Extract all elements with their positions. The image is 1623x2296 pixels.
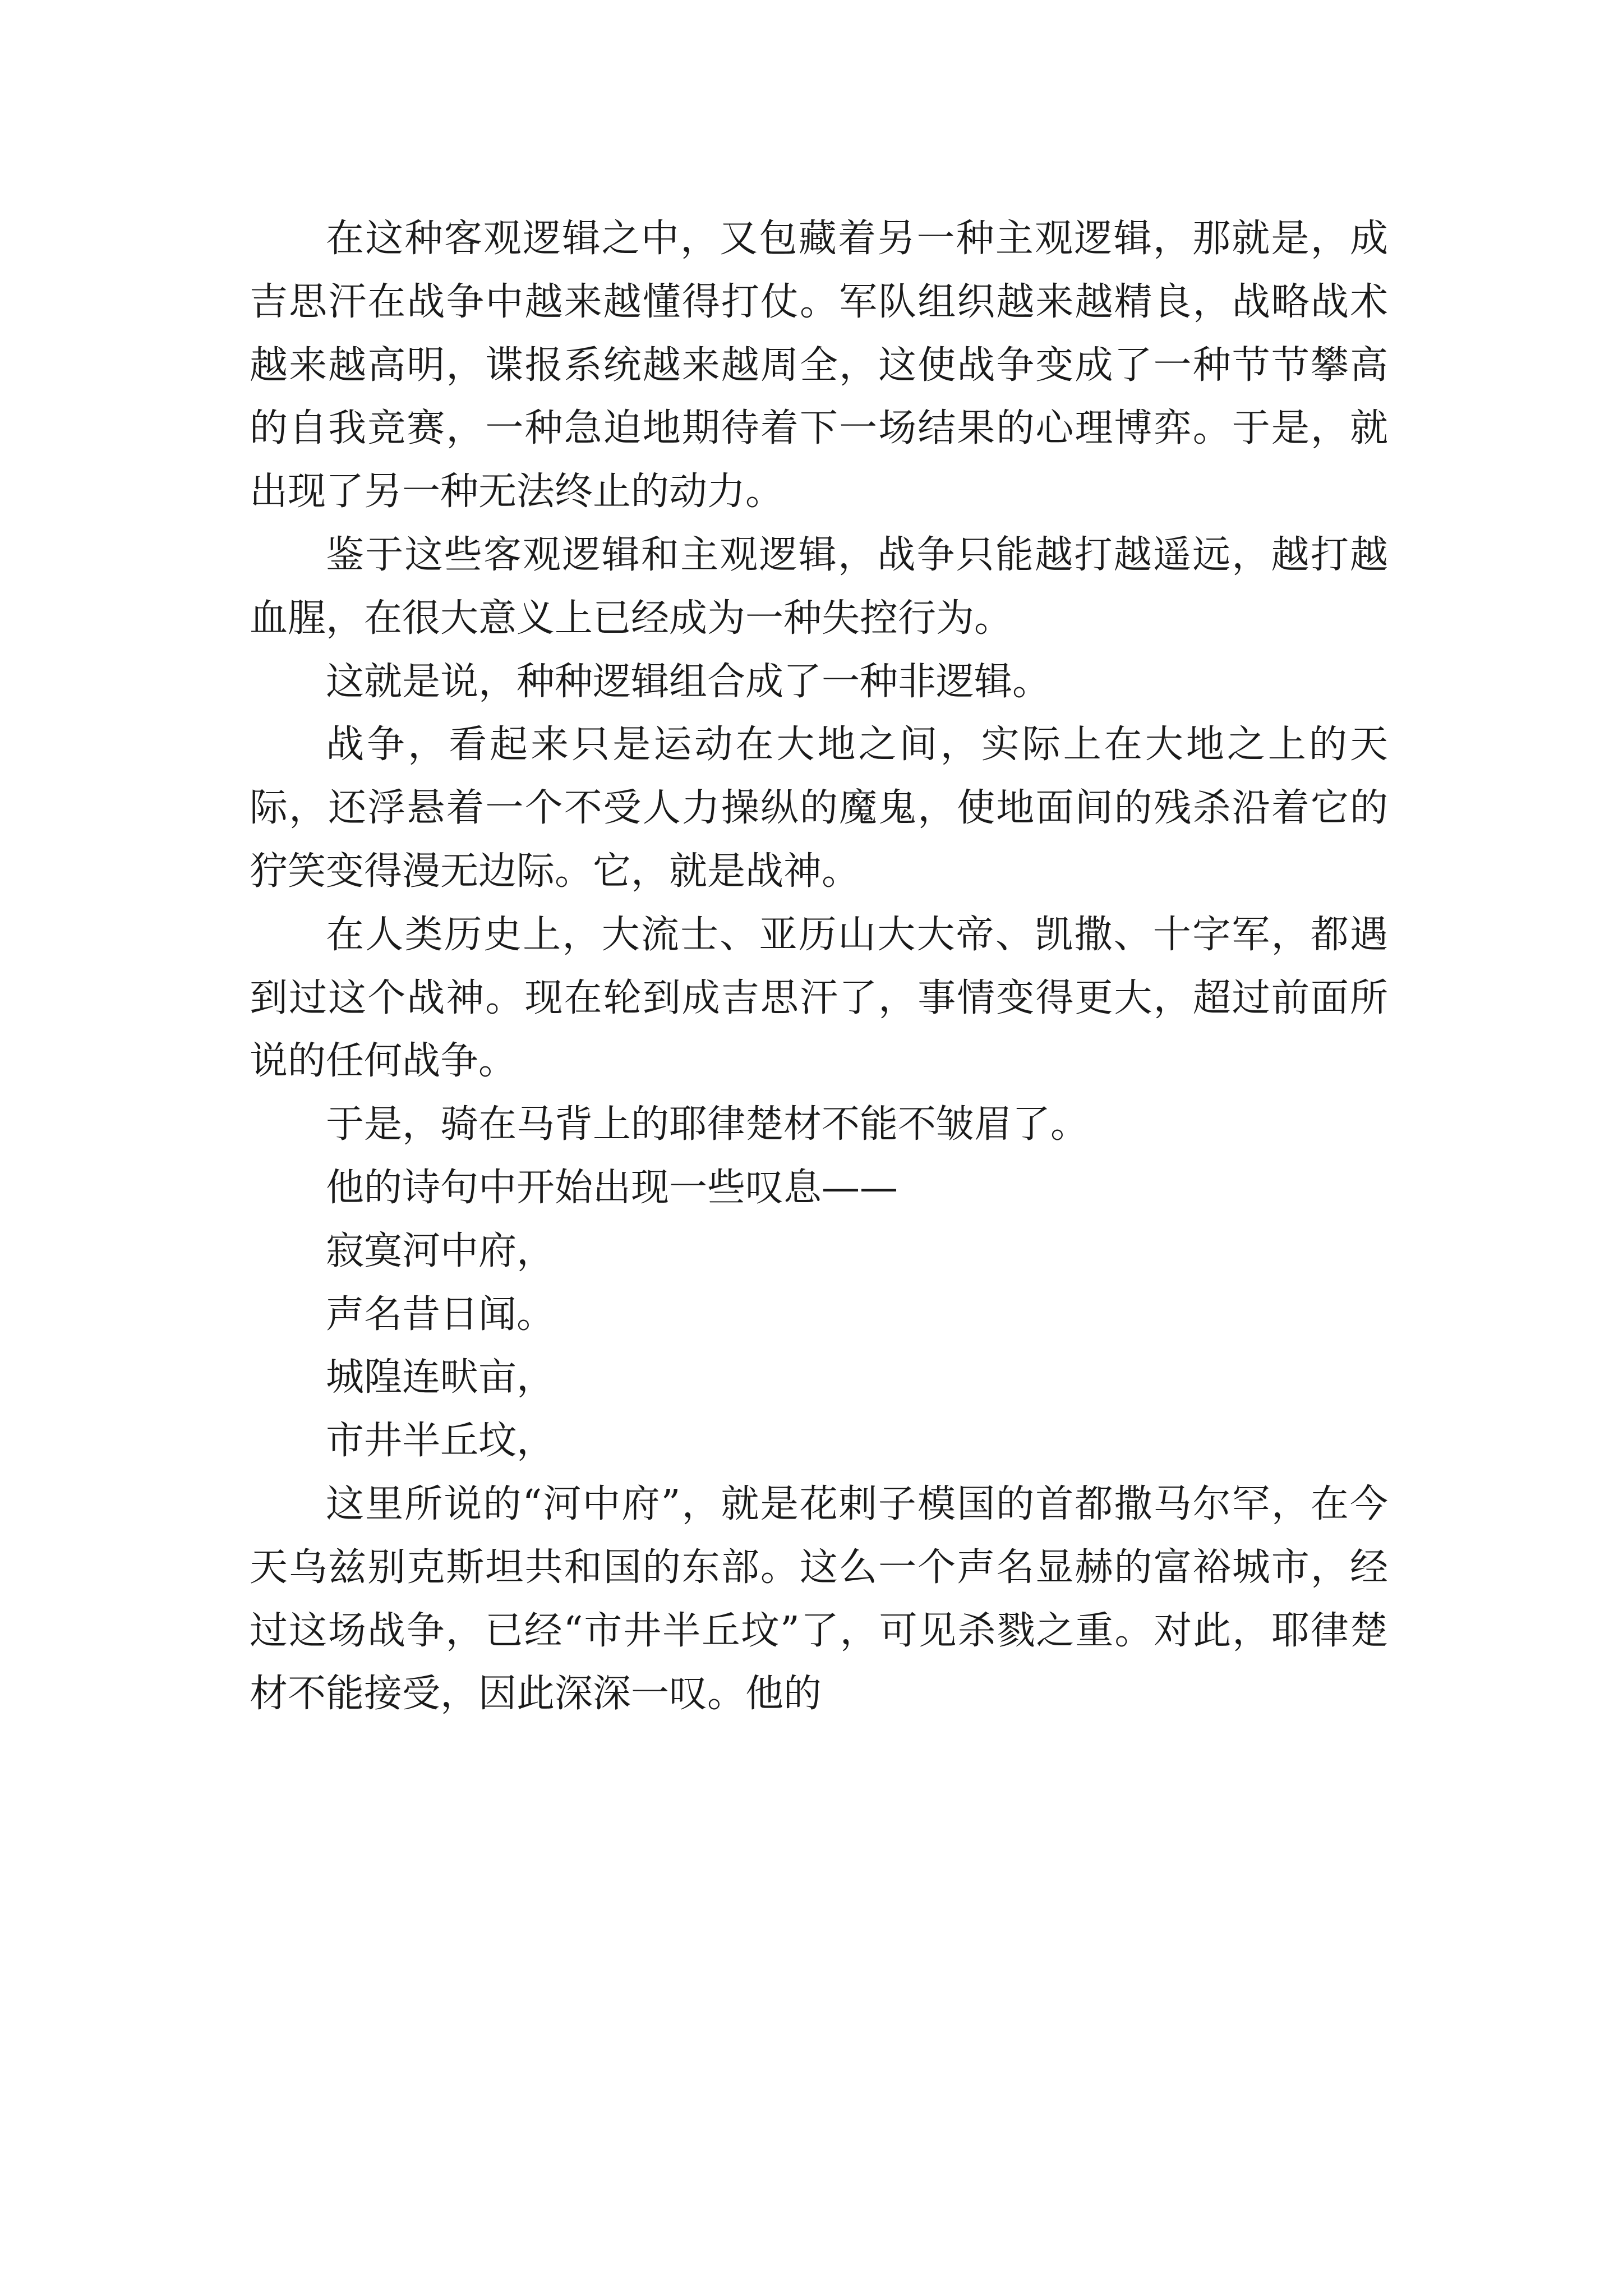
paragraph-5: 在人类历史上，大流士、亚历山大大帝、凯撒、十字军，都遇到过这个战神。现在轮到成吉思汗了，事情变得更大，超过前面所说的任何战争。	[250, 912, 1388, 1084]
paragraph-6: 于是，骑在马背上的耶律楚材不能不皱眉了。	[326, 1102, 1089, 1147]
paragraph-4: 战争，看起来只是运动在大地之间，实际上在大地之上的天际，还浮悬着一个不受人力操纵的魔鬼，使地面间的残杀沿着它的狞笑变得漫无边际。它，就是战神。	[250, 723, 1388, 894]
paragraph-3: 这就是说，种种逻辑组合成了一种非逻辑。	[326, 659, 1051, 704]
body-text	[250, 208, 1388, 1726]
paragraph-8: 这里所说的“河中府”，就是花剌子模国的首都撒马尔罕，在今天乌兹别克斯坦共和国的东部。这么一个声名显赫的富裕城市，经过这场战争，已经“市井半丘坟”了，可见杀戮之重。对此，耶律楚材不能接受，因此深深一叹。他的	[250, 1481, 1388, 1717]
poem-line-4: 市井半丘坟，	[326, 1419, 555, 1464]
paragraph-1: 在这种客观逻辑之中，又包藏着另一种主观逻辑，那就是，成吉思汗在战争中越来越懂得打仗。军队组织越来越精良，战略战术越来越高明，谍报系统越来越周全，这使战争变成了一种节节攀高的自我竞赛，一种急迫地期待着下一场结果的心理博弈。于是，就出现了另一种无法终止的动力。	[250, 217, 1388, 514]
paragraph-2: 鉴于这些客观逻辑和主观逻辑，战争只能越打越遥远，越打越血腥，在很大意义上已经成为一种失控行为。	[250, 532, 1388, 641]
poem-line-2: 声名昔日闻。	[326, 1292, 555, 1337]
poem-line-3: 城隍连畎亩，	[326, 1355, 555, 1400]
poem-line-1: 寂寞河中府，	[326, 1228, 555, 1273]
paragraph-7: 他的诗句中开始出现一些叹息——	[326, 1165, 898, 1210]
